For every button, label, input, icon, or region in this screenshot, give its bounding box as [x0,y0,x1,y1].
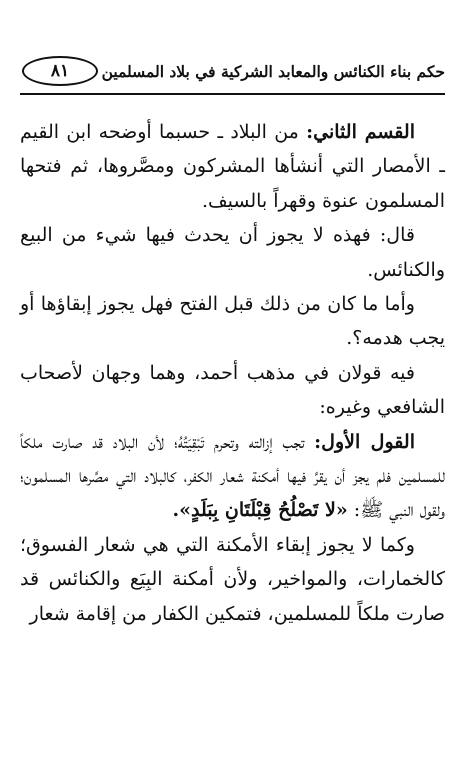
section-heading: القول الأول: [314,430,415,453]
paragraph [20,115,445,218]
hadith-quote: «لا تَصْلُحُ قِبْلَتَانِ بِبَلَدٍ». [172,499,348,522]
paragraph-text: تجب إزالته وتحرم تَبْقِيَتُهُ؛ لأن البلاد قد صارت ملكاً للمسلمين فلم يجز أن يقرَّ فيها أمكنة شعار الكفر، كالبلاد التي مصَّرها المسلمون؛ ولقول النبي ﷺ: [20,430,445,522]
paragraph [20,425,445,528]
header-divider [20,93,445,95]
running-title: حكم بناء الكنائس والمعابد الشركية في بلاد المسلمين [101,62,445,81]
paragraph-text: وأما ما كان من ذلك قبل الفتح فهل يجوز إبقاؤها أو يجب هدمه؟. [20,293,445,350]
paragraph [20,218,445,287]
paragraph [20,528,445,631]
paragraph-text: من البلاد ـ حسبما أوضحه ابن القيم ـ الأمصار التي أنشأها المشركون ومصَّروها، ثم فتحها المسلمون عنوة وقهراً بالسيف. [20,121,445,212]
page-header [20,54,445,94]
paragraph-text: وكما لا يجوز إبقاء الأمكنة التي هي شعار الفسوق؛ كالخمارات، والمواخير، ولأن أمكنة البِيَع والكنائس قد صارت ملكاً للمسلمين، فتمكين الكفار من إقامة شعار [20,533,445,625]
paragraph-text: قال: فهذه لا يجوز أن يحدث فيها شيء من البيع والكنائس. [20,224,445,281]
section-heading: القسم الثاني: [306,121,415,143]
page-body [20,115,445,631]
paragraph [20,287,445,356]
paragraph-text: فيه قولان في مذهب أحمد، وهما وجهان لأصحاب الشافعي وغيره: [20,361,445,419]
page-number: ٨١ [22,56,98,86]
paragraph [20,356,445,425]
